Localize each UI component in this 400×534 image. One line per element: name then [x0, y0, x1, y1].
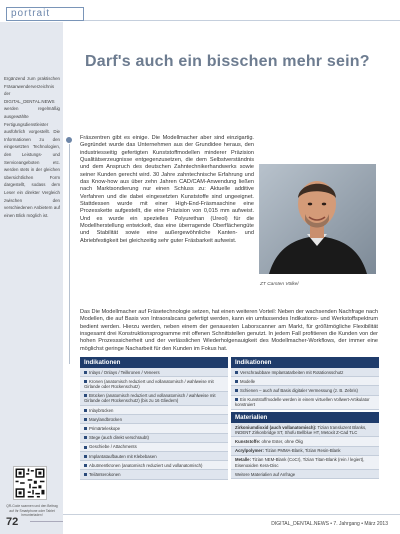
table-row	[80, 377, 228, 391]
table-cell-text: Teilämterokonen	[89, 471, 121, 477]
table-cell-text: Kronen (anatomisch reduziert und vollanatomisch / wahlweise mit Girlande oder Rückenschutz)	[84, 378, 214, 389]
table-cell-text: Abutmentkronen (anatomisch reduziert und vollanatomisch)	[89, 462, 203, 468]
table-heading: Indikationen	[231, 357, 379, 368]
bullet-dot	[65, 136, 73, 144]
portrait-photo	[259, 164, 376, 274]
square-bullet-icon	[84, 446, 87, 449]
table-row	[231, 377, 379, 386]
table-row	[80, 470, 228, 479]
table-row	[231, 368, 379, 377]
article-paragraph-2: Das Die Modellmacher auf Fräsetechnologie setzen, hat einen weiteren Vorteil: Neben der wachsenden Nachfrage nach Modellen, die auf Basis von Intraoralscans gefertigt werden, kann ein umfassendes Indikations- und Werkstoffspektrum bedient werden. Hierzu werden, neben einem der genauesten Laborscanner am Markt, für größtmögliche Flexibilität insgesamt drei Konstruktionsprogramme mit offenen Schnittstellen genutzt. In jedem Fall profitieren die Kunden von der hohen Prozesssicherheit und der verlässlichen Wiederholgenauigkeit des Modellmacher-Workflows, der immer eine möglichst geringe Nacharbeit für den Kunden im Fokus hat.	[80, 309, 378, 352]
material-text: Weitere Materialien auf Anfrage	[235, 471, 296, 477]
table-body	[231, 368, 379, 410]
materials-heading: Materialien	[231, 412, 379, 423]
table-cell-text: Verschraubbare Implantatarbeiten mit Rotationsschutz	[240, 369, 344, 375]
square-bullet-icon	[84, 427, 87, 430]
square-bullet-icon	[84, 371, 87, 374]
qr-code[interactable]	[13, 466, 47, 500]
table-cell-text: Schienen – auch auf Basis digitaler Vermessung (z. B. Zebris)	[240, 387, 358, 393]
table-row	[80, 415, 228, 424]
photo-caption: ZT Carsten Völkel	[260, 282, 299, 287]
sidebar	[0, 22, 63, 534]
square-bullet-icon	[235, 380, 238, 383]
footer-divider	[63, 514, 400, 515]
table-row	[80, 424, 228, 433]
table-cell-text: Geschiebe / Attachments	[89, 444, 137, 450]
material-row	[231, 423, 379, 437]
square-bullet-icon	[84, 380, 87, 383]
vertical-rule	[69, 138, 70, 364]
table-heading: Indikationen	[80, 357, 228, 368]
table-body	[80, 368, 228, 480]
sidebar-intro: Ergänzend zum praktischen Fräsanwenderverzeichnis der DIGITAL_DENTAL.NEWS werden regelmäßig ausgewählte Fertigungsdienstleister ausführlich vorgestellt. Die Informationen zu den eingesetzten Technologien, den Leistungs- und Serviceangeboten etc. werden stets in der gleichen übersichtlichen Form dargestellt, sodass dem Leser ein direkter Vergleich zwischen den verschiedenen Anbietern auf einen Blick möglich ist.	[4, 76, 60, 218]
square-bullet-icon	[84, 394, 87, 397]
material-text: Tizian PMMA-Blank, Tizian Resin-Blank	[265, 448, 341, 454]
square-bullet-icon	[235, 398, 238, 401]
table-cell-text: Inlays / Onlays / Teilkronen / Veneers	[89, 369, 160, 375]
table-cell-text: Brücken (anatomisch reduziert und vollanatomisch / wahlweise mit Girlande oder Rückenschutz) (bis zu 16 Gliedern)	[84, 393, 216, 404]
material-row	[231, 447, 379, 456]
page-number: 72	[6, 516, 19, 528]
square-bullet-icon	[84, 436, 87, 439]
table-cell-text: Marylandbrücken	[89, 416, 122, 422]
table-row	[80, 406, 228, 415]
table-row	[231, 386, 379, 395]
square-bullet-icon	[84, 455, 87, 458]
square-bullet-icon	[84, 418, 87, 421]
article-title: Darf's auch ein bisschen mehr sein?	[85, 53, 370, 70]
table-cell-text: Inlaybrücken	[89, 407, 114, 413]
indications-table-left	[80, 357, 228, 480]
table-cell-text: Ein Kunststoffmodelle werden in einem virtuellen Vollwert-Artikulator konstruiert	[235, 397, 370, 408]
spec-tables	[80, 357, 378, 507]
material-row	[231, 437, 379, 446]
material-row	[231, 470, 379, 479]
table-cell-text: Implantataufbauten mit Klebebasen	[89, 453, 157, 459]
table-row	[80, 392, 228, 406]
material-text: Tizian NEM-Blank (CoCr), Tizian Titan-Blank (rein / legiert), Eisenoxiden Kera-Disc	[235, 457, 365, 468]
material-text: Tizian transluzent Blanks, INDENT Zirkonbridge ST, Shofu Bellblue HT, Metoxit Z-Cad TLC	[235, 424, 367, 435]
header-divider	[84, 20, 400, 21]
page-bar	[30, 521, 63, 527]
material-row	[231, 456, 379, 470]
paragraph-1-text: Fräszentren gibt es einige. Die Modellmacher aber sind einzigartig. Gegründet wurde das Unternehmen aus der Grundidee heraus, den industriesseitig gefertigten Kunststoffmodellen minderer Präzision Qualitätserzeugnisse entgegenzusetzen, die dem Selbstverständnis und dem Anspruch des deutschen Zahntechnikerhandwerks sowie seiner Kunden gerecht wird. 30 Jahre zahntechnische Erfahrung und das Know-how aus über zehn Jahren CAD/CAM-Anwendung ließen nach Marktsondierung nur einen Schluss zu: Aktuelle additive Verfahren und die dabei eingesetzten Kunststoffe sind ungeeignet. Stattdessen wurde mit einer High-End-Fräsmaschine eine Prozesskette aufgestellt, die eine Präzision von 0,015 mm aufweist. Und es wurde ein spezielles Polyurethan (Ureol) für die Modellherstellung entwickelt, das eine überragende Oberflächengüte und Stabilität sowie eine außergewöhnliche Kanten- und Abriebfestigkeit bei gleichzeitig sehr guter Fräsbarkeit aufweist.	[80, 135, 254, 244]
square-bullet-icon	[84, 409, 87, 412]
footer-publication: DIGITAL_DENTAL.NEWS • 7. Jahrgang • März 2013	[271, 521, 388, 527]
table-cell-text: Primärteleskope	[89, 425, 121, 431]
square-bullet-icon	[235, 371, 238, 374]
table-cell-text: Stege (auch direkt verschraubt)	[89, 435, 149, 441]
qr-caption: QR-Code scannen und den Beitrag auf Ihr Smartphone oder Tablet herunterladen!	[6, 504, 58, 517]
material-label: Kunststoffe:	[235, 438, 261, 444]
table-row	[80, 434, 228, 443]
table-cell-text: Modelle	[240, 378, 256, 384]
table-row	[80, 452, 228, 461]
indications-table-right	[231, 357, 379, 479]
table-row	[80, 443, 228, 452]
table-row	[80, 461, 228, 470]
square-bullet-icon	[84, 464, 87, 467]
qr-code-icon	[14, 467, 46, 499]
table-row	[231, 396, 379, 410]
square-bullet-icon	[84, 473, 87, 476]
section-rubric: portrait	[6, 7, 84, 21]
material-label: Zirkoniumdioxid (auch vollanatomisch):	[235, 424, 317, 430]
table-row	[80, 368, 228, 377]
material-label: Acrylpolymer:	[235, 448, 264, 454]
square-bullet-icon	[235, 389, 238, 392]
material-text: ohne Ester, ohne Ölig	[261, 438, 303, 444]
person-photo-icon	[259, 164, 376, 274]
materials-body	[231, 423, 379, 479]
material-label: Metalle:	[235, 457, 251, 463]
